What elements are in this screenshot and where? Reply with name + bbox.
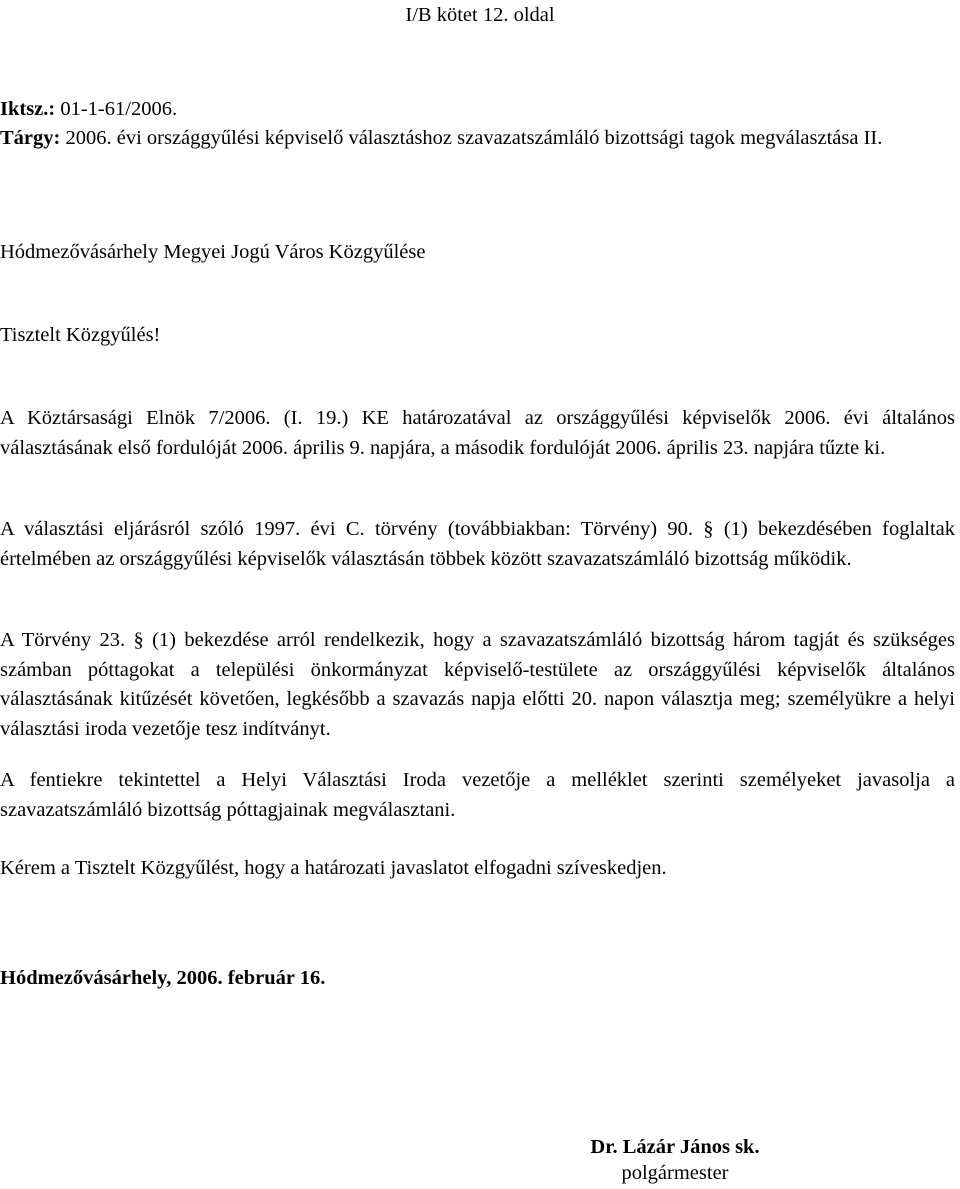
addressee: Hódmezővásárhely Megyei Jogú Város Közgyűlése xyxy=(0,241,426,263)
filing-number xyxy=(0,97,177,121)
page-reference: I/B kötet 12. oldal xyxy=(405,4,555,26)
signatory-name: Dr. Lázár János sk. xyxy=(590,1136,760,1158)
filing-number-value: 01-1-61/2006. xyxy=(55,98,178,120)
paragraph-3: A Törvény 23. § (1) bekezdése arról rendelkezik, hogy a szavazatszámláló bizottság három tagját és szükséges számban póttagokat a települési önkormányzat képviselő-testülete az országgyűlési képviselők általános választásának kitűzését követően, legkésőbb a szavazás napja előtti 20. napon választja meg; személyükre a helyi választási iroda vezetője tesz indítványt. xyxy=(0,629,955,740)
paragraph-5: Kérem a Tisztelt Közgyűlést, hogy a határozati javaslatot elfogadni szíveskedjen. xyxy=(0,857,667,879)
subject-value: 2006. évi országgyűlési képviselő választáshoz szavazatszámláló bizottsági tagok megválasztása II. xyxy=(60,127,883,149)
place-date: Hódmezővásárhely, 2006. február 16. xyxy=(0,967,326,989)
paragraph-1: A Köztársasági Elnök 7/2006. (I. 19.) KE határozatával az országgyűlési képviselők 2006. évi általános választásának első fordulóját 2006. április 9. napjára, a második fordulóját 2006. április 23. napjára tűzte ki. xyxy=(0,407,955,459)
subject-label: Tárgy: xyxy=(0,127,61,149)
signatory-title: polgármester xyxy=(621,1162,729,1184)
subject xyxy=(0,124,955,152)
filing-number-label: Iktsz.: xyxy=(0,98,56,120)
salutation: Tisztelt Közgyűlés! xyxy=(0,324,161,346)
paragraph-4: A fentiekre tekintettel a Helyi Választási Iroda vezetője a melléklet szerinti személyeket javasolja a szavazatszámláló bizottság póttagjainak megválasztani. xyxy=(0,769,955,821)
paragraph-2: A választási eljárásról szóló 1997. évi C. törvény (továbbiakban: Törvény) 90. § (1) bekezdésében foglaltak értelmében az országgyűlési képviselők választásán többek között szavazatszámláló bizottság működik. xyxy=(0,518,955,570)
